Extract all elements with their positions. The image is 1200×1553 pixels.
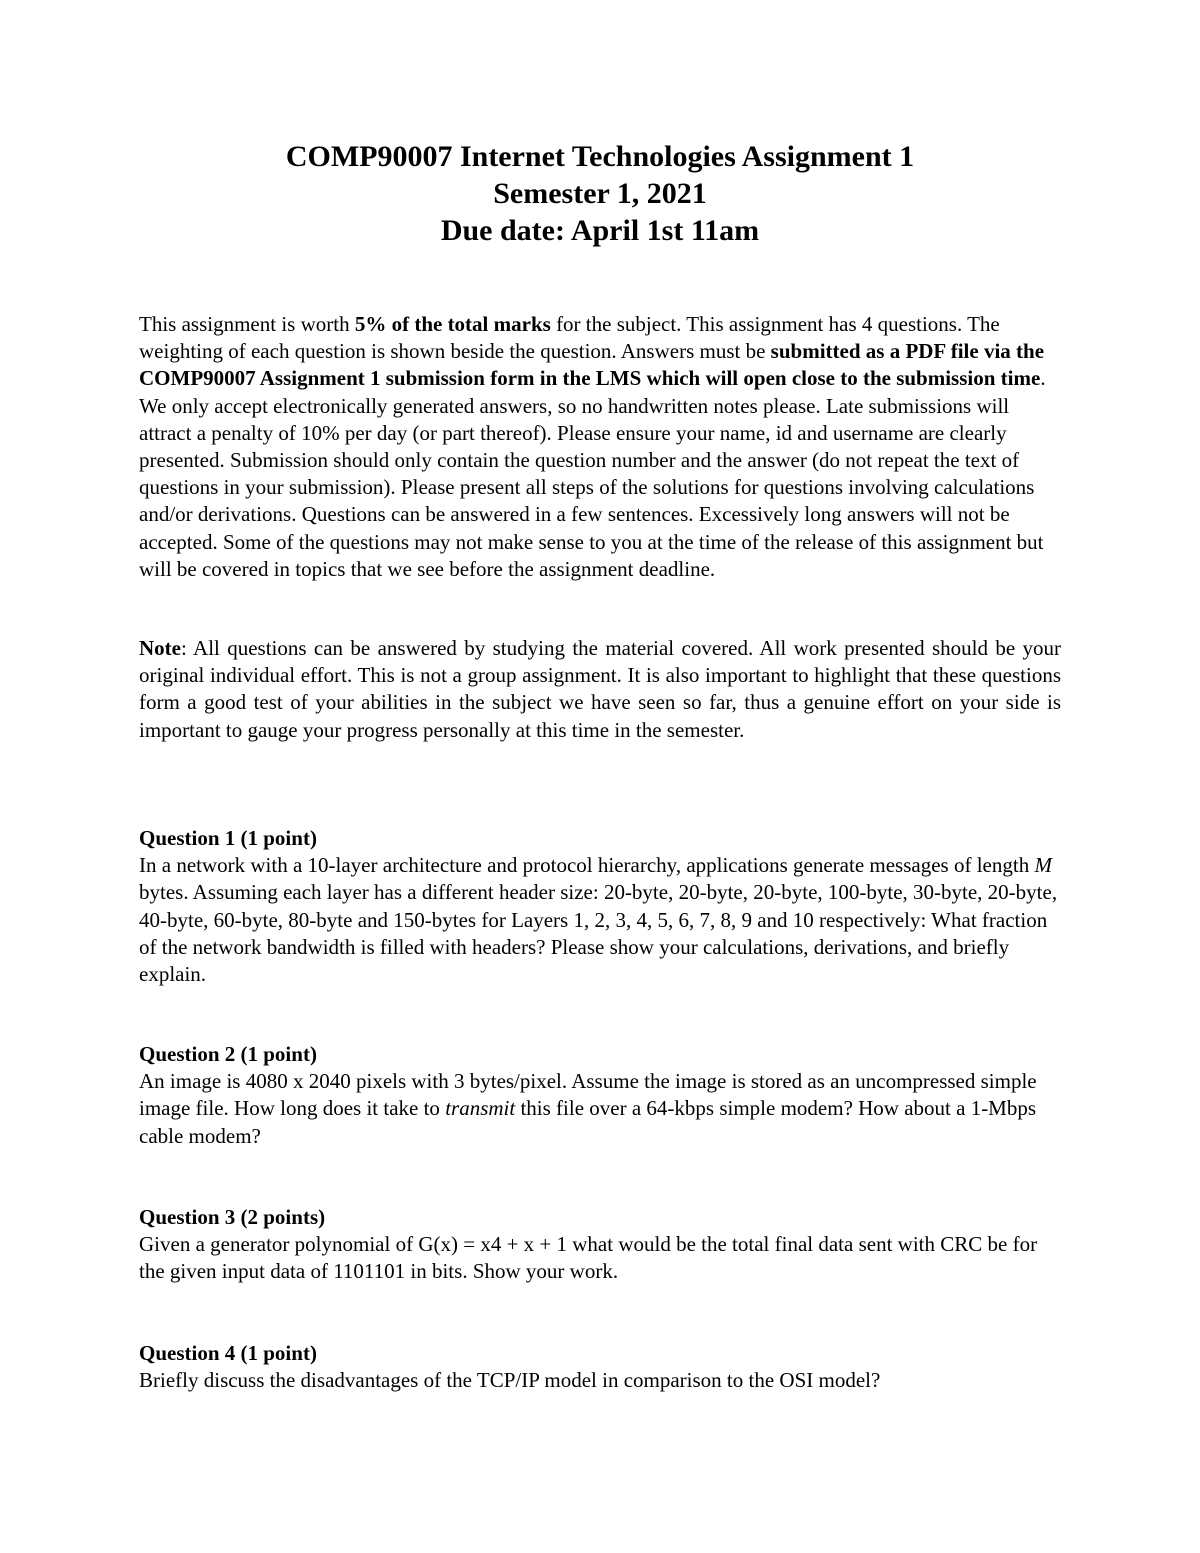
question-4-text: Briefly discuss the disadvantages of the TCP/IP model in comparison to the OSI model?: [139, 1368, 881, 1393]
note-paragraph: [139, 635, 1061, 744]
question-3-heading: Question 3 (2 points): [139, 1205, 326, 1229]
question-1-text-1: In a network with a 10-layer architecture and protocol hierarchy, applications generate messages of length: [139, 853, 1035, 878]
question-1-text-2: bytes. Assuming each layer has a different header size: 20-byte, 20-byte, 20-byte, 100-byte, 30-byte, 20-byte, 40-byte, 60-byte, 80-byte and 150-bytes for Layers 1, 2, 3, 4, 5, 6, 7, 8, 9 and 10 respectively: What fraction of the network bandwidth is filled with headers? Please show your calculations, derivations, and briefly explain.: [139, 880, 1058, 987]
intro-bold-marks: 5% of the total marks: [354, 312, 551, 336]
question-2-text-2: this file over a 64-kbps simple modem? How about a 1-Mbps cable modem?: [139, 1096, 1037, 1148]
intro-text-3: . We only accept electronically generated answers, so no handwritten notes please. Late submissions will attract a penalty of 10% per day (or part thereof). Please ensure your name, id and username are clearly presented. Submission should only contain the question number and the answer (do not repeat the text of questions in your submission). Please present all steps of the solutions for questions involving calculations and/or derivations. Questions can be answered in a few sentences. Excessively long answers will not be accepted. Some of the questions may not make sense to you at the time of the release of this assignment but will be covered in topics that we see before the assignment deadline.: [139, 366, 1046, 581]
intro-paragraph: [139, 311, 1061, 583]
question-4: [139, 1340, 1061, 1394]
question-2: [139, 1041, 1061, 1150]
question-1-heading: Question 1 (1 point): [139, 826, 317, 850]
question-1: [139, 825, 1061, 988]
question-3: [139, 1204, 1061, 1286]
question-1-variable: M: [1034, 853, 1052, 878]
question-4-heading: Question 4 (1 point): [139, 1341, 317, 1365]
question-2-heading: Question 2 (1 point): [139, 1042, 317, 1066]
title-block: [0, 138, 1200, 249]
intro-text-1: This assignment is worth: [139, 312, 355, 336]
question-3-text: Given a generator polynomial of G(x) = x4 + x + 1 what would be the total final data sent with CRC be for the given input data of 1101101 in bits. Show your work.: [139, 1232, 1038, 1284]
semester-line: Semester 1, 2021: [493, 177, 707, 210]
intro-text-2: for the subject. This assignment has 4 questions. The weighting of each question is shown beside the question. Answers must be: [139, 312, 1000, 364]
note-label: Note: [139, 636, 181, 660]
question-2-emphasis: transmit: [445, 1096, 516, 1121]
page-title: COMP90007 Internet Technologies Assignment 1: [285, 140, 915, 173]
question-2-text-1: An image is 4080 x 2040 pixels with 3 bytes/pixel. Assume the image is stored as an uncompressed simple image file. How long does it take to: [139, 1069, 1037, 1121]
intro-bold-submission: submitted as a PDF file via the COMP90007 Assignment 1 submission form in the LMS which will open close to the submission time: [139, 339, 1045, 391]
note-text: : All questions can be answered by studying the material covered. All work presented should be your original individual effort. This is not a group assignment. It is also important to highlight that these questions form a good test of your abilities in the subject we have seen so far, thus a genuine effort on your side is important to gauge your progress personally at this time in the semester.: [139, 636, 1061, 742]
due-date-line: Due date: April 1st 11am: [440, 214, 760, 247]
